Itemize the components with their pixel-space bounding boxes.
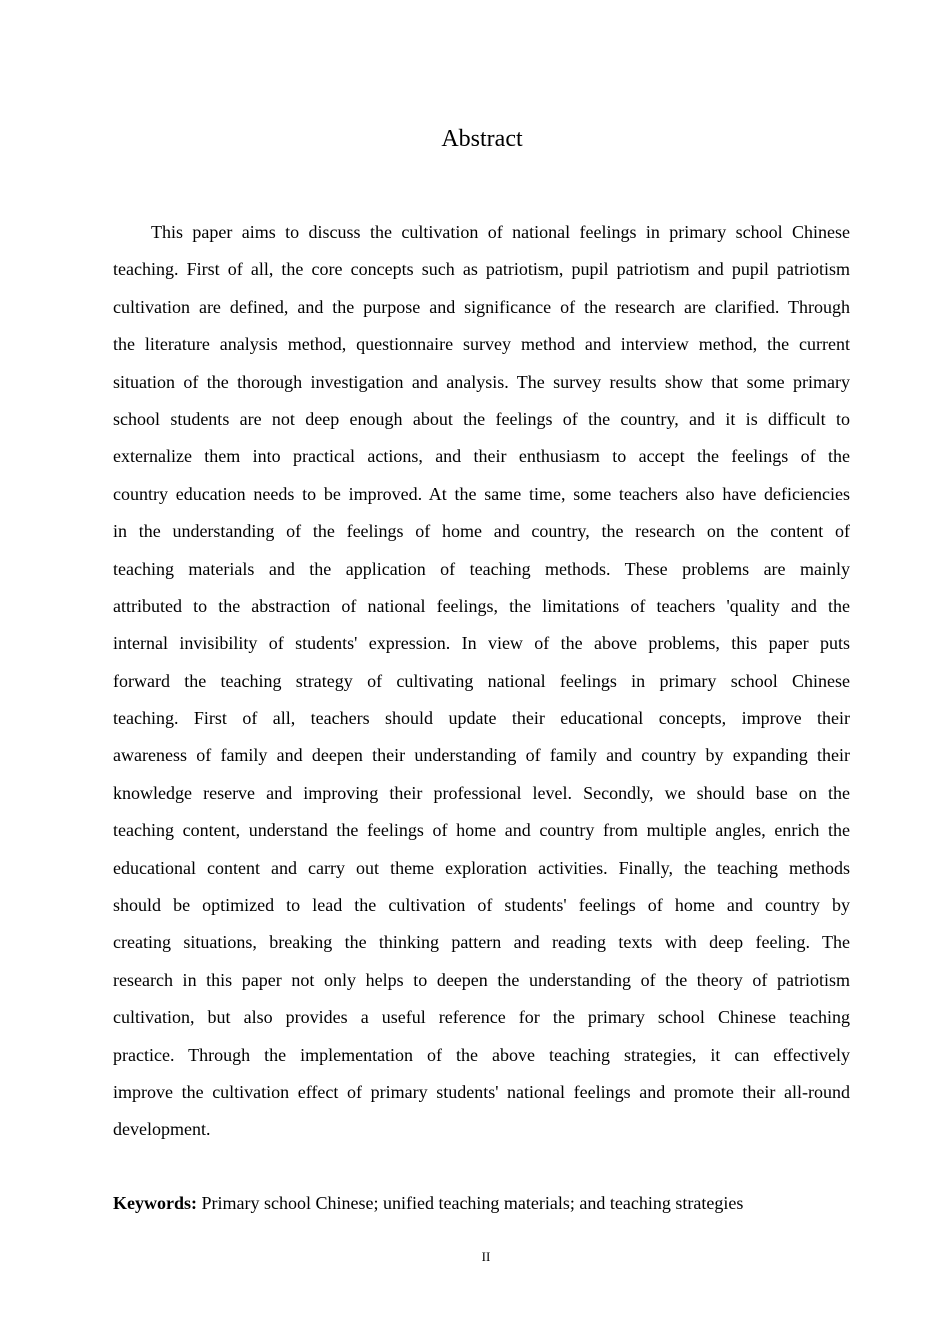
abstract-line: in the understanding of the feelings of home and country, the research on the content of: [113, 521, 850, 542]
abstract-line: school students are not deep enough about the feelings of the country, and it is difficult to: [113, 408, 850, 429]
abstract-line: creating situations, breaking the thinking pattern and reading texts with deep feeling. The: [113, 932, 850, 953]
page-number: II: [481, 1249, 491, 1264]
abstract-line: educational content and carry out theme exploration activities. Finally, the teaching methods: [113, 857, 850, 878]
abstract-line: knowledge reserve and improving their professional level. Secondly, we should base on the: [113, 782, 850, 803]
keywords-label: Keywords:: [113, 1193, 197, 1213]
abstract-line: attributed to the abstraction of national feelings, the limitations of teachers 'quality and the: [113, 595, 850, 616]
abstract-line: forward the teaching strategy of cultivating national feelings in primary school Chinese: [113, 670, 850, 691]
abstract-line: cultivation, but also provides a useful reference for the primary school Chinese teaching: [113, 1007, 850, 1028]
keywords-text: Primary school Chinese; unified teaching materials; and teaching strategies: [197, 1193, 744, 1213]
abstract-line: country education needs to be improved. At the same time, some teachers also have deficiencies: [113, 483, 850, 504]
abstract-line: teaching content, understand the feelings of home and country from multiple angles, enrich the: [113, 820, 850, 841]
abstract-line: research in this paper not only helps to deepen the understanding of the theory of patriotism: [113, 969, 850, 990]
keywords: [113, 1190, 850, 1216]
abstract-line: teaching materials and the application of teaching methods. These problems are mainly: [113, 558, 850, 579]
abstract-line: improve the cultivation effect of primary students' national feelings and promote their all-round: [113, 1081, 850, 1102]
abstract-line: teaching. First of all, the core concepts such as patriotism, pupil patriotism and pupil patriotism: [113, 259, 850, 280]
abstract-line: practice. Through the implementation of the above teaching strategies, it can effectively: [113, 1044, 850, 1065]
abstract-line: awareness of family and deepen their understanding of family and country by expanding their: [113, 745, 850, 766]
abstract-line: externalize them into practical actions, and their enthusiasm to accept the feelings of the: [113, 446, 850, 467]
abstract-line: This paper aims to discuss the cultivation of national feelings in primary school Chinese: [151, 222, 850, 242]
abstract-line: should be optimized to lead the cultivation of students' feelings of home and country by: [113, 895, 850, 916]
abstract-body: [113, 219, 850, 1154]
abstract-line: cultivation are defined, and the purpose and significance of the research are clarified. Through: [113, 296, 850, 317]
abstract-line: the literature analysis method, questionnaire survey method and interview method, the current: [113, 334, 850, 355]
page-title: Abstract: [441, 126, 523, 152]
abstract-line: teaching. First of all, teachers should update their educational concepts, improve their: [113, 708, 850, 729]
abstract-line: internal invisibility of students' expression. In view of the above problems, this paper puts: [113, 633, 850, 654]
abstract-line: situation of the thorough investigation and analysis. The survey results show that some primary: [113, 371, 850, 392]
abstract-line: development.: [113, 1119, 211, 1140]
